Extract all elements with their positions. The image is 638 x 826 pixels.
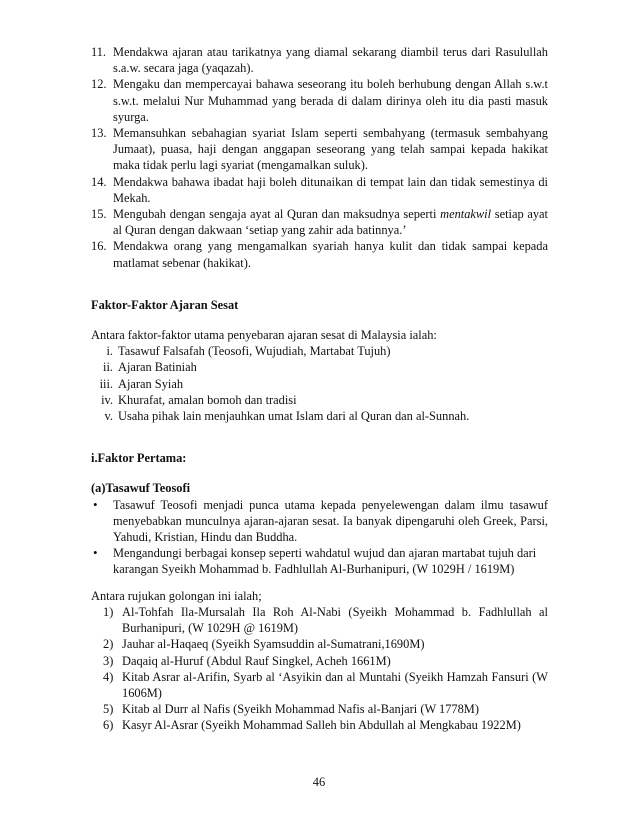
item-text: Kitab al Durr al Nafis (Syeikh Mohammad Nafis al-Banjari (W 1778M) (122, 702, 479, 717)
list-item (91, 717, 548, 733)
item-text: Memansuhkan sebahagian syariat Islam seperti sembahyang (termasuk sembahyang Jumaat), puasa, haji dengan anggapan seseorang yang telah sampai kepada hakikat maka tidak perlu lagi syariat (mengamalkan suluk). (113, 126, 548, 173)
list-item (91, 376, 548, 392)
list-item (91, 238, 548, 270)
item-text: setiap ayat al Quran dengan dakwaan ‘setiap yang zahir ada batinnya.’ (113, 207, 549, 238)
item-number: 11. (91, 45, 107, 59)
item-number: 1) (103, 604, 114, 619)
item-text: Ajaran Syiah (118, 376, 184, 391)
list-item (91, 359, 548, 375)
item-number: ii. (103, 360, 113, 375)
factor-list (91, 343, 548, 424)
item-text: Daqaiq al-Huruf (Abdul Rauf Singkel, Acheh 1661M) (122, 653, 391, 668)
item-number: iv. (101, 392, 113, 407)
item-text: Kitab Asrar al-Arifin, Syarb al ‘Asyikin dan al Muntahi (Syeikh Hamzah Fansuri (W 1606M) (122, 669, 548, 700)
item-number: 5) (103, 702, 114, 717)
bullet-icon: • (93, 545, 98, 561)
list-item (91, 206, 548, 238)
item-text: Mengubah dengan sengaja ayat al Quran dan maksudnya seperti (113, 207, 441, 222)
list-item (91, 701, 548, 717)
list-item (91, 392, 548, 408)
sub-heading: (a)Tasawuf Teosofi (91, 481, 191, 496)
item-number: 6) (103, 718, 114, 733)
list-item (91, 669, 548, 701)
item-number: 2) (103, 637, 114, 652)
list-item (91, 545, 548, 577)
references-list (91, 604, 548, 734)
bullet-icon: • (93, 496, 98, 512)
list-item (91, 604, 548, 636)
list-item (91, 76, 548, 125)
item-number: 14. (91, 174, 107, 189)
references-intro: Antara rujukan golongan ini ialah; (91, 588, 262, 603)
item-text-italic: mentakwil (440, 207, 492, 222)
bullet-list (91, 497, 548, 578)
list-item (91, 125, 548, 174)
item-text: Ajaran Batiniah (118, 360, 197, 375)
list-item (91, 653, 548, 669)
item-text: Jauhar al-Haqaeq (Syeikh Syamsuddin al-Sumatrani,1690M) (122, 637, 425, 652)
item-number: 13. (91, 126, 107, 141)
item-text: Kasyr Al-Asrar (Syeikh Mohammad Salleh bin Abdullah al Mengkabau 1922M) (122, 718, 521, 733)
item-text: Mengaku dan mempercayai bahawa seseorang itu boleh berhubung dengan Allah s.w.t s.w.t. melalui Nur Muhammad yang berada di dalam dirinya oleh itu dia pasti masuk syurga. (113, 77, 548, 124)
list-item (91, 636, 548, 652)
item-text: Mendakwa bahawa ibadat haji boleh ditunaikan di tempat lain dan tidak semestinya di Mekah. (113, 174, 548, 205)
item-number: i. (106, 344, 113, 359)
item-text: Mendakwa orang yang mengamalkan syariah hanya kulit dan tidak sampai kepada matlamat sebenar (hakikat). (113, 239, 548, 270)
intro-text: Antara faktor-faktor utama penyebaran ajaran sesat di Malaysia ialah: (91, 328, 437, 343)
item-number: 15. (91, 207, 107, 222)
numbered-list (91, 44, 548, 271)
item-number: iii. (99, 376, 113, 391)
item-number: 12. (91, 77, 107, 92)
item-text: Al-Tohfah Ila-Mursalah Ila Roh Al-Nabi (Syeikh Mohammad b. Fadhlullah al Burhanipuri, (W 1029H @ 1619M) (122, 604, 548, 636)
list-item (91, 44, 548, 76)
item-number: 16. (91, 239, 107, 254)
list-item (91, 408, 548, 424)
list-item (91, 174, 548, 206)
section-heading: Faktor-Faktor Ajaran Sesat (91, 297, 239, 312)
item-text: Tasawuf Falsafah (Teosofi, Wujudiah, Martabat Tujuh) (118, 344, 391, 359)
page-number: 46 (312, 775, 326, 789)
page-content (91, 44, 548, 734)
item-number: 4) (103, 669, 114, 684)
item-text: Usaha pihak lain menjauhkan umat Islam dari al Quran dan al-Sunnah. (118, 409, 470, 424)
item-number: 3) (103, 653, 114, 668)
item-text: Khurafat, amalan bomoh dan tradisi (118, 392, 297, 407)
item-text: Mengandungi berbagai konsep seperti wahdatul wujud dan ajaran martabat tujuh dari karangan Syeikh Mohammad b. Fadhlullah Al-Burhanipuri, (W 1029H / 1619M) (113, 546, 537, 577)
sub-heading: i.Faktor Pertama: (91, 451, 187, 466)
item-text: Tasawuf Teosofi menjadi punca utama kepada penyelewengan dalam ilmu tasawuf menyebabkan munculnya ajaran-ajaran sesat. Ia banyak dipengaruhi oleh Greek, Parsi, Yahudi, Kristian, Hindu dan Buddha. (113, 497, 548, 545)
list-item (91, 497, 548, 546)
list-item (91, 343, 548, 359)
item-number: v. (104, 409, 113, 424)
item-text: Mendakwa ajaran atau tarikatnya yang diamal sekarang diambil terus dari Rasulullah s.a.w. secara jaga (yaqazah). (113, 45, 548, 76)
